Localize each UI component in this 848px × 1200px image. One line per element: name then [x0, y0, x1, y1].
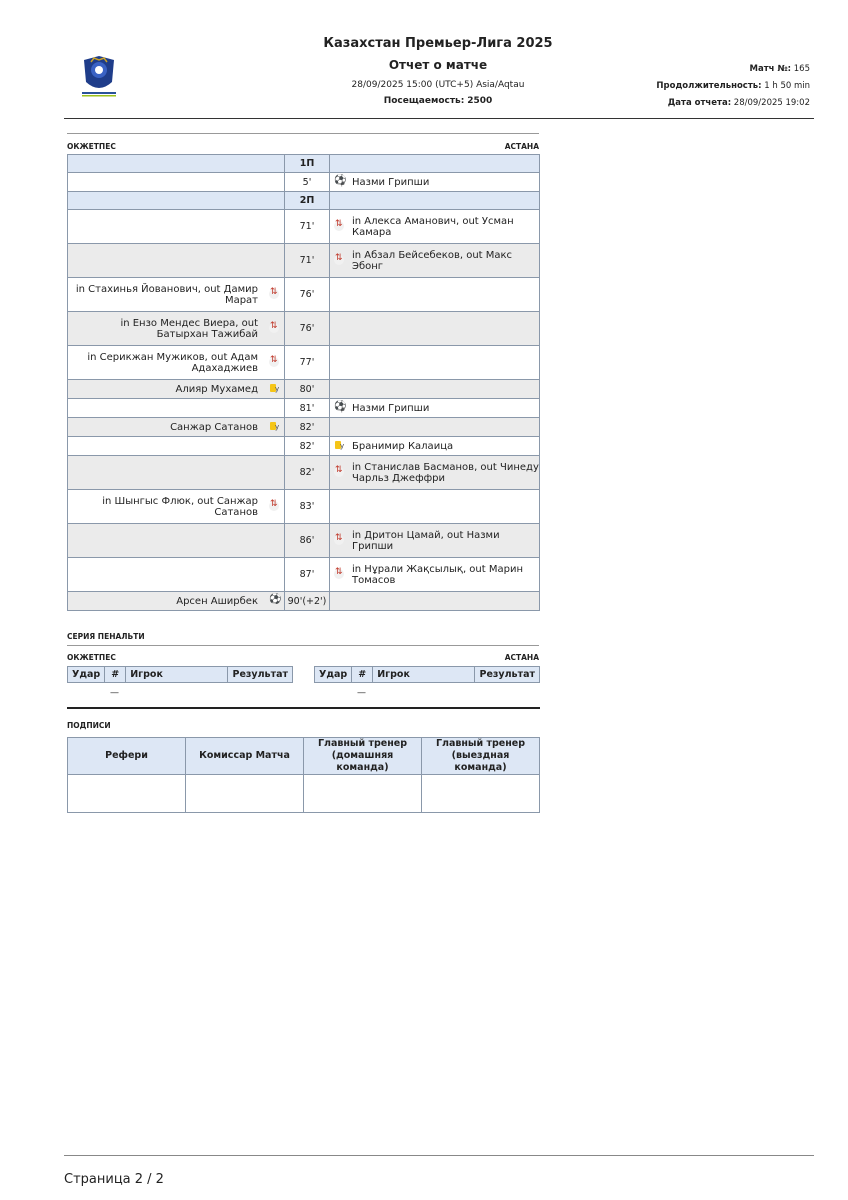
event-home-icon-cell	[264, 244, 285, 278]
sig-commissioner-box	[186, 775, 304, 813]
event-home-text: in Шынгыс Флюк, out Санжар Сатанов	[68, 490, 265, 524]
event-home-text: in Серикжан Мужиков, out Адам Адахаджиев	[68, 346, 265, 380]
event-minute: 5'	[285, 173, 330, 192]
event-away-text: in Дритон Цамай, out Назми Грипши	[348, 524, 540, 558]
home-penalty-empty: —	[110, 688, 119, 698]
substitution-icon	[269, 289, 279, 299]
event-home-text	[68, 244, 265, 278]
yellow-card-icon	[269, 422, 279, 432]
event-home-icon-cell	[264, 490, 285, 524]
event-row	[68, 490, 540, 524]
event-home-icon-cell	[264, 173, 285, 192]
event-home-icon-cell	[264, 399, 285, 418]
event-away-text: in Абзал Бейсебеков, out Макс Эбонг	[348, 244, 540, 278]
sig-col-home-coach: Главный тренер (домашняя команда)	[304, 738, 422, 775]
event-home-text: Арсен Аширбек	[68, 592, 265, 611]
match-number	[750, 64, 810, 74]
substitution-icon	[269, 323, 279, 333]
event-away-text	[348, 312, 540, 346]
duration-label: Продолжительность:	[656, 81, 762, 91]
event-row	[68, 346, 540, 380]
away-penalty-empty: —	[357, 688, 366, 698]
event-away-text	[348, 490, 540, 524]
substitution-icon	[334, 221, 344, 231]
penalty-away-team: АСТАНА	[504, 653, 539, 662]
away-team-name: АСТАНА	[504, 142, 539, 151]
event-row	[68, 210, 540, 244]
event-away-text: in Алекса Аманович, out Усман Камара	[348, 210, 540, 244]
event-minute: 80'	[285, 380, 330, 399]
yellow-card-icon	[269, 384, 279, 394]
event-away-icon-cell	[330, 490, 349, 524]
event-away-icon-cell	[330, 592, 349, 611]
report-date	[668, 98, 810, 108]
report-date-label: Дата отчета:	[667, 98, 732, 108]
event-minute: 82'	[285, 456, 330, 490]
event-away-icon-cell	[330, 380, 349, 399]
pen-col-number: #	[105, 667, 126, 683]
pen-col-shot: Удар	[68, 667, 105, 683]
goal-icon	[269, 596, 279, 606]
event-away-text	[348, 592, 540, 611]
home-team-name: ОКЖЕТПЕС	[67, 142, 116, 151]
event-row	[68, 399, 540, 418]
period-header-row	[68, 155, 540, 173]
event-row	[68, 244, 540, 278]
footer-divider	[64, 1155, 814, 1156]
event-home-text	[68, 437, 265, 456]
event-home-icon-cell	[264, 524, 285, 558]
event-minute: 82'	[285, 437, 330, 456]
event-home-text	[68, 524, 265, 558]
substitution-icon	[334, 569, 344, 579]
event-away-icon-cell	[330, 437, 349, 456]
attendance-label: Посещаемость:	[383, 96, 465, 106]
event-home-icon-cell	[264, 210, 285, 244]
event-minute: 77'	[285, 346, 330, 380]
match-events-table	[67, 154, 540, 611]
substitution-icon	[334, 535, 344, 545]
event-row	[68, 312, 540, 346]
duration-value: 1 h 50 min	[764, 81, 810, 91]
event-home-text	[68, 399, 265, 418]
yellow-card-icon	[334, 441, 344, 451]
event-row	[68, 456, 540, 490]
match-duration	[656, 81, 810, 91]
event-minute: 76'	[285, 312, 330, 346]
report-title: Отчет о матче	[388, 58, 488, 72]
penalty-divider	[67, 645, 539, 646]
substitution-icon	[334, 467, 344, 477]
home-penalty-table	[67, 666, 293, 683]
event-home-icon-cell	[264, 592, 285, 611]
event-away-icon-cell	[330, 312, 349, 346]
report-date-value: 28/09/2025 19:02	[733, 98, 810, 108]
sig-home-coach-box	[304, 775, 422, 813]
sig-referee-box	[68, 775, 186, 813]
event-home-text: Алияр Мухамед	[68, 380, 265, 399]
events-team-row	[67, 142, 539, 151]
event-home-text	[68, 173, 265, 192]
attendance-value: 2500	[467, 96, 493, 106]
event-row	[68, 558, 540, 592]
event-row	[68, 418, 540, 437]
event-row	[68, 278, 540, 312]
event-row	[68, 524, 540, 558]
thick-divider	[67, 707, 540, 709]
event-home-icon-cell	[264, 456, 285, 490]
event-away-text: Назми Грипши	[348, 173, 540, 192]
substitution-icon	[269, 501, 279, 511]
event-away-text: Бранимир Калаица	[348, 437, 540, 456]
away-penalty-table	[314, 666, 540, 683]
event-home-icon-cell	[264, 558, 285, 592]
event-away-icon-cell	[330, 173, 349, 192]
period-away-cell	[330, 192, 540, 210]
sig-away-coach-box	[422, 775, 540, 813]
period-label: 1П	[285, 155, 330, 173]
event-minute: 71'	[285, 210, 330, 244]
period-home-cell	[68, 155, 285, 173]
event-row	[68, 437, 540, 456]
event-minute: 83'	[285, 490, 330, 524]
sig-col-referee: Рефери	[68, 738, 186, 775]
sig-col-commissioner: Комиссар Матча	[186, 738, 304, 775]
pen-col-player: Игрок	[373, 667, 475, 683]
event-away-text: in Нұрали Жақсылық, out Марин Томасов	[348, 558, 540, 592]
event-away-text	[348, 346, 540, 380]
event-away-text: Назми Грипши	[348, 399, 540, 418]
signatures-title: ПОДПИСИ	[67, 721, 111, 730]
event-minute: 87'	[285, 558, 330, 592]
report-header	[0, 0, 848, 118]
penalty-goal-icon	[334, 177, 344, 187]
pen-col-result: Результат	[228, 667, 293, 683]
pen-col-result: Результат	[475, 667, 540, 683]
event-row	[68, 592, 540, 611]
event-minute: 71'	[285, 244, 330, 278]
event-home-icon-cell	[264, 418, 285, 437]
event-row	[68, 380, 540, 399]
event-away-icon-cell	[330, 524, 349, 558]
substitution-icon	[269, 357, 279, 367]
period-home-cell	[68, 192, 285, 210]
match-events-body	[68, 155, 540, 611]
event-away-icon-cell	[330, 346, 349, 380]
event-home-icon-cell	[264, 380, 285, 399]
event-away-icon-cell	[330, 418, 349, 437]
event-home-icon-cell	[264, 346, 285, 380]
event-minute: 76'	[285, 278, 330, 312]
period-away-cell	[330, 155, 540, 173]
event-home-text: in Ензо Мендес Виера, out Батырхан Тажибай	[68, 312, 265, 346]
page-number: Страница 2 / 2	[64, 1172, 164, 1187]
section-divider	[67, 133, 539, 134]
event-minute: 86'	[285, 524, 330, 558]
event-home-icon-cell	[264, 278, 285, 312]
league-title: Казахстан Премьер-Лига 2025	[323, 36, 553, 51]
event-away-text: in Станислав Басманов, out Чинеду Чарльз Джеффри	[348, 456, 540, 490]
penalty-home-team: ОКЖЕТПЕС	[67, 653, 116, 662]
substitution-icon	[334, 255, 344, 265]
event-away-text	[348, 418, 540, 437]
match-number-label: Матч №:	[749, 64, 792, 74]
signatures-table	[67, 737, 540, 813]
pen-col-shot: Удар	[315, 667, 352, 683]
pen-col-player: Игрок	[126, 667, 228, 683]
event-away-icon-cell	[330, 558, 349, 592]
pen-col-number: #	[352, 667, 373, 683]
penalty-section-title: СЕРИЯ ПЕНАЛЬТИ	[67, 632, 145, 641]
sig-col-away-coach: Главный тренер (выездная команда)	[422, 738, 540, 775]
event-minute: 90'(+2')	[285, 592, 330, 611]
period-header-row	[68, 192, 540, 210]
match-number-value: 165	[793, 64, 810, 74]
event-away-icon-cell	[330, 456, 349, 490]
match-datetime: 28/09/2025 15:00 (UTC+5) Asia/Aqtau	[351, 80, 525, 90]
event-away-text	[348, 380, 540, 399]
event-home-icon-cell	[264, 437, 285, 456]
event-away-icon-cell	[330, 399, 349, 418]
event-home-text	[68, 456, 265, 490]
event-home-text	[68, 210, 265, 244]
event-minute: 82'	[285, 418, 330, 437]
period-label: 2П	[285, 192, 330, 210]
event-row	[68, 173, 540, 192]
event-home-icon-cell	[264, 312, 285, 346]
penalty-team-row	[67, 653, 539, 662]
event-home-text: in Стахинья Йованович, out Дамир Марат	[68, 278, 265, 312]
event-away-icon-cell	[330, 244, 349, 278]
event-away-icon-cell	[330, 278, 349, 312]
event-minute: 81'	[285, 399, 330, 418]
event-away-icon-cell	[330, 210, 349, 244]
event-away-text	[348, 278, 540, 312]
header-divider	[64, 118, 814, 119]
event-home-text: Санжар Сатанов	[68, 418, 265, 437]
event-home-text	[68, 558, 265, 592]
penalty-goal-icon	[334, 403, 344, 413]
